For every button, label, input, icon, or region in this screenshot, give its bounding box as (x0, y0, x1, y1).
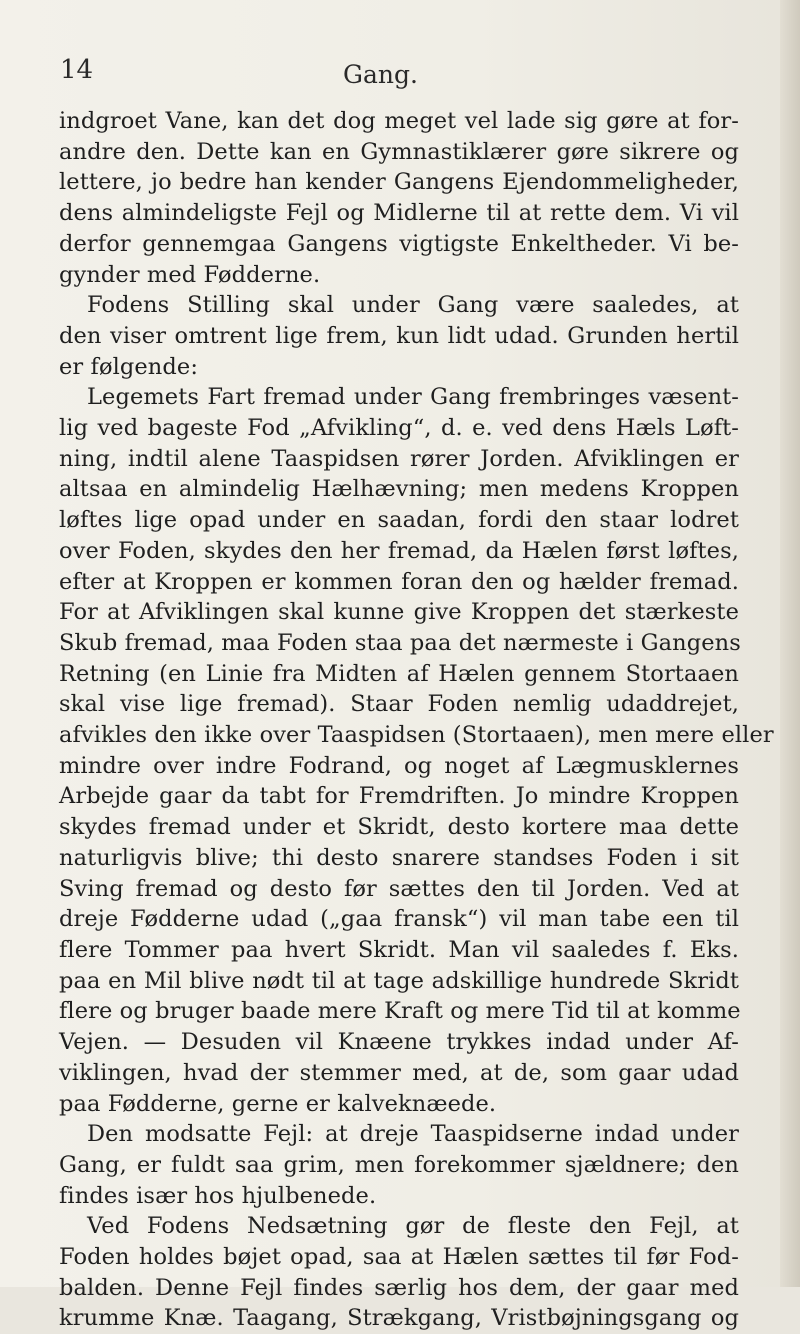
text-line: afvikles den ikke over Taaspidsen (Stortaaen), men mere eller (59, 722, 774, 749)
text-line: balden. Denne Fejl findes særlig hos dem, der gaar med (59, 1274, 739, 1301)
text-line: over Foden, skydes den her fremad, da Hælen først løftes, (59, 537, 739, 564)
text-line: altsaa en almindelig Hælhævning; men medens Kroppen (59, 476, 739, 503)
text-line: Fodens Stilling skal under Gang være saaledes, at (87, 292, 739, 319)
text-line: findes især hos hjulbenede. (59, 1182, 377, 1209)
text-line: Retning (en Linie fra Midten af Hælen gennem Stortaaen (59, 660, 739, 687)
text-line: skal vise lige fremad). Staar Foden nemlig udaddrejet, (59, 691, 739, 718)
text-line: flere og bruger baade mere Kraft og mere Tid til at komme (59, 998, 741, 1025)
text-line: Arbejde gaar da tabt for Fremdriften. Jo mindre Kroppen (59, 783, 739, 810)
text-line: lettere, jo bedre han kender Gangens Ejendommeligheder, (59, 169, 739, 196)
text-line: viklingen, hvad der stemmer med, at de, som gaar udad (59, 1059, 739, 1086)
text-line: løftes lige opad under en saadan, fordi den staar lodret (59, 507, 739, 534)
text-line: gynder med Fødderne. (59, 261, 321, 288)
text-line: Den modsatte Fejl: at dreje Taaspidserne indad under (87, 1121, 739, 1148)
text-line: dens almindeligste Fejl og Midlerne til at rette dem. Vi vil (59, 200, 739, 227)
page-number: 14 (60, 55, 94, 85)
text-line: dreje Fødderne udad („gaa fransk“) vil man tabe een til (59, 906, 739, 933)
text-line: indgroet Vane, kan det dog meget vel lade sig gøre at for- (59, 108, 739, 134)
text-line: andre den. Dette kan en Gymnastiklærer gøre sikrere og (59, 138, 739, 165)
text-line: Foden holdes bøjet opad, saa at Hælen sættes til før Fod- (59, 1244, 739, 1271)
text-line: paa Fødderne, gerne er kalveknæede. (59, 1090, 497, 1117)
text-line: derfor gennemgaa Gangens vigtigste Enkeltheder. Vi be- (59, 230, 739, 257)
text-line: mindre over indre Fodrand, og noget af Lægmusklernes (59, 752, 739, 779)
page-edge (780, 0, 800, 1287)
text-line: Vejen. — Desuden vil Knæene trykkes indad under Af- (59, 1029, 739, 1056)
text-line: ning, indtil alene Taaspidsen rører Jorden. Afviklingen er (59, 445, 739, 472)
text-line: Ved Fodens Nedsætning gør de fleste den Fejl, at (87, 1213, 739, 1240)
text-line: den viser omtrent lige frem, kun lidt udad. Grunden hertil (59, 322, 739, 349)
running-head: Gang. (343, 60, 418, 89)
text-line: efter at Kroppen er kommen foran den og hælder fremad. (59, 568, 739, 595)
text-line: Legemets Fart fremad under Gang frembringes væsent- (87, 384, 739, 411)
text-line: paa en Mil blive nødt til at tage adskillige hundrede Skridt (59, 967, 739, 994)
text-line: Gang, er fuldt saa grim, men forekommer sjældnere; den (59, 1151, 739, 1178)
text-line: flere Tommer paa hvert Skridt. Man vil saaledes f. Eks. (59, 936, 739, 963)
text-line: Sving fremad og desto før sættes den til Jorden. Ved at (59, 875, 739, 902)
text-line: skydes fremad under et Skridt, desto kortere maa dette (59, 814, 739, 841)
text-line: er følgende: (59, 353, 199, 380)
text-line: krumme Knæ. Taagang, Strækgang, Vristbøjningsgang og (59, 1305, 739, 1332)
body-text (59, 106, 774, 1334)
text-line: For at Afviklingen skal kunne give Kroppen det stærkeste (59, 599, 739, 626)
text-line: Skub fremad, maa Foden staa paa det nærmeste i Gangens (59, 629, 741, 656)
text-line: lig ved bageste Fod „Afvikling“, d. e. ved dens Hæls Løft- (59, 415, 739, 442)
text-line: naturligvis blive; thi desto snarere standses Foden i sit (59, 844, 739, 871)
